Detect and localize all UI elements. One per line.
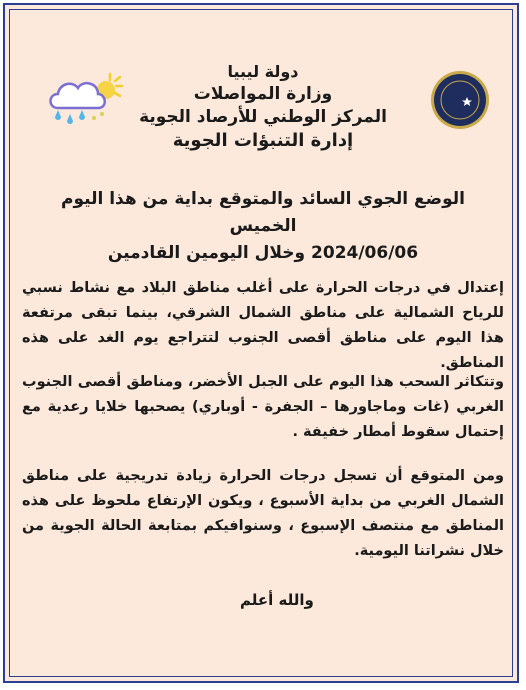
paragraph-clouds: وتتكاثر السحب هذا اليوم على الجبل الأخضر، ومناطق أقصى الجنوب الغربي (غات وماجاورها – الجفرة - أوباري) يصحبها خلايا رعدية مع إحتمال سقوط أمطار خفيفة . <box>22 374 504 440</box>
department-name: إدارة التنبؤات الجوية <box>172 130 354 151</box>
document-header <box>0 60 526 152</box>
paragraph-forecast: ومن المتوقع أن تسجل درجات الحرارة زيادة تدريجية على مناطق الشمال الغربي من بداية الأسبوع ، ويكون الإرتفاع ملحوظ على هذه المناطق مع منتصف الإسبوع ، وسنوافيكم بمتابعة الحالة الجوية من خلال نشراتنا اليومية. <box>22 468 504 559</box>
closing-phrase: والله أعلم <box>240 591 314 609</box>
bulletin-subject <box>30 186 496 267</box>
subject-line-1: الوضع الجوي السائد والمتوقع بداية من هذا اليوم الخميس <box>61 189 465 236</box>
subject-line-2: 2024/06/06 وخلال اليومين القادمين <box>107 243 419 263</box>
center-name: المركز الوطني للأرصاد الجوية <box>139 107 387 127</box>
state-name: دولة ليبيا <box>227 62 299 81</box>
paragraph-temperature: إعتدال في درجات الحرارة على أغلب مناطق البلاد مع نشاط نسبي للرياح الشمالية على مناطق الشمال الشرقي، بينما تبقى مرتفعة هذا اليوم على مناطق أقصى الجنوب لتتراجع يوم الغد على هذه المناطق. <box>22 280 504 371</box>
ministry-name: وزارة المواصلات <box>193 84 333 104</box>
